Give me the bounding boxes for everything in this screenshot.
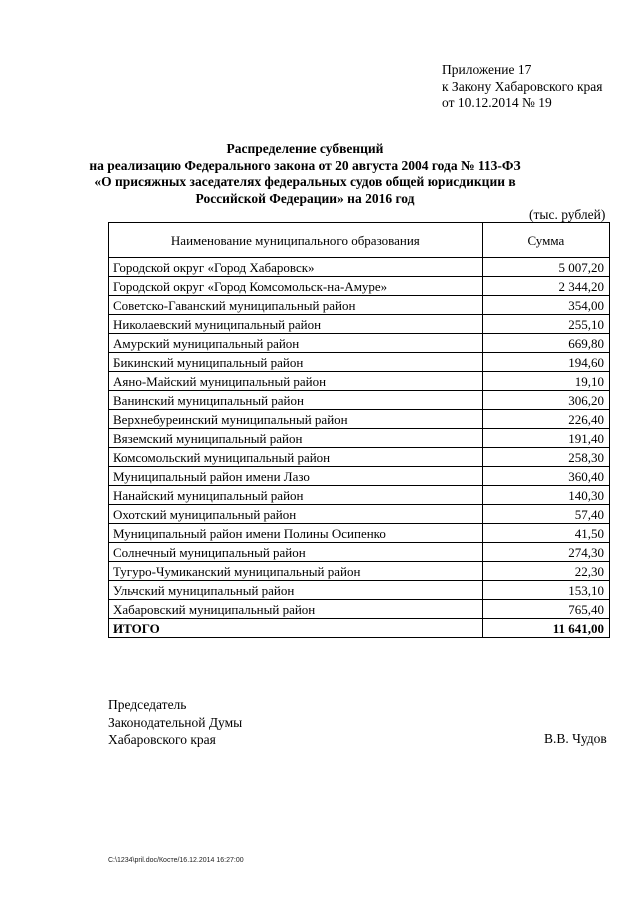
- table-row: [109, 410, 610, 429]
- title-line-1: Распределение субвенций: [226, 141, 384, 156]
- table-row: [109, 524, 610, 543]
- row-municipality-name: Амурский муниципальный район: [109, 334, 483, 353]
- table-row: [109, 486, 610, 505]
- row-municipality-name: Аяно-Майский муниципальный район: [109, 372, 483, 391]
- row-municipality-name: Николаевский муниципальный район: [109, 315, 483, 334]
- row-municipality-name: Солнечный муниципальный район: [109, 543, 483, 562]
- row-amount: 360,40: [482, 467, 609, 486]
- row-amount: 274,30: [482, 543, 609, 562]
- total-amount: 11 641,00: [482, 619, 609, 638]
- header-name: Наименование муниципального образования: [109, 223, 483, 258]
- signature-block: [108, 696, 242, 749]
- row-municipality-name: Муниципальный район имени Полины Осипенко: [109, 524, 483, 543]
- row-amount: 2 344,20: [482, 277, 609, 296]
- row-amount: 226,40: [482, 410, 609, 429]
- appendix-number: Приложение 17: [442, 62, 532, 77]
- row-amount: 194,60: [482, 353, 609, 372]
- signer-name: В.В. Чудов: [544, 731, 607, 746]
- row-amount: 255,10: [482, 315, 609, 334]
- row-municipality-name: Городской округ «Город Комсомольск-на-Амуре»: [109, 277, 483, 296]
- row-municipality-name: Городской округ «Город Хабаровск»: [109, 258, 483, 277]
- table-row: [109, 258, 610, 277]
- signature-line-2: Законодательной Думы: [108, 714, 243, 730]
- row-amount: 354,00: [482, 296, 609, 315]
- table-row: [109, 581, 610, 600]
- title-line-4: Российской Федерации» на 2016 год: [195, 190, 415, 206]
- table-header-row: [109, 223, 610, 258]
- table-row: [109, 391, 610, 410]
- table-body: [109, 258, 610, 638]
- table-row: [109, 372, 610, 391]
- row-amount: 140,30: [482, 486, 609, 505]
- row-municipality-name: Вяземский муниципальный район: [109, 429, 483, 448]
- table-row: [109, 277, 610, 296]
- table-row: [109, 505, 610, 524]
- total-row: [109, 619, 610, 638]
- title-line-3: «О присяжных заседателях федеральных судов общей юрисдикции в: [94, 174, 516, 189]
- unit-label: (тыс. рублей): [529, 207, 606, 222]
- row-municipality-name: Ульчский муниципальный район: [109, 581, 483, 600]
- row-amount: 153,10: [482, 581, 609, 600]
- title-line-2: на реализацию Федерального закона от 20 августа 2004 года № 113-ФЗ: [89, 157, 521, 173]
- row-municipality-name: Хабаровский муниципальный район: [109, 600, 483, 619]
- table-row: [109, 296, 610, 315]
- header-amount: Сумма: [482, 223, 609, 258]
- table-row: [109, 543, 610, 562]
- signature-line-1: Председатель: [108, 697, 187, 712]
- file-path-footer: C:\1234\pril.doc/Косте/16.12.2014 16:27:00: [108, 857, 244, 864]
- row-amount: 765,40: [482, 600, 609, 619]
- row-municipality-name: Советско-Гаванский муниципальный район: [109, 296, 483, 315]
- row-municipality-name: Верхнебуреинский муниципальный район: [109, 410, 483, 429]
- row-municipality-name: Бикинский муниципальный район: [109, 353, 483, 372]
- table-row: [109, 467, 610, 486]
- row-amount: 57,40: [482, 505, 609, 524]
- row-municipality-name: Комсомольский муниципальный район: [109, 448, 483, 467]
- total-label: ИТОГО: [109, 619, 483, 638]
- document-title: [89, 141, 521, 207]
- row-amount: 669,80: [482, 334, 609, 353]
- appendix-header: [442, 62, 603, 112]
- table-row: [109, 429, 610, 448]
- appendix-date: от 10.12.2014 № 19: [442, 95, 552, 110]
- row-municipality-name: Тугуро-Чумиканский муниципальный район: [109, 562, 483, 581]
- row-municipality-name: Ванинский муниципальный район: [109, 391, 483, 410]
- row-municipality-name: Охотский муниципальный район: [109, 505, 483, 524]
- row-municipality-name: Нанайский муниципальный район: [109, 486, 483, 505]
- table-row: [109, 600, 610, 619]
- row-amount: 22,30: [482, 562, 609, 581]
- appendix-law: к Закону Хабаровского края: [442, 78, 603, 94]
- signature-line-3: Хабаровского края: [108, 732, 216, 747]
- row-amount: 19,10: [482, 372, 609, 391]
- row-amount: 5 007,20: [482, 258, 609, 277]
- row-amount: 258,30: [482, 448, 609, 467]
- row-municipality-name: Муниципальный район имени Лазо: [109, 467, 483, 486]
- row-amount: 191,40: [482, 429, 609, 448]
- table-row: [109, 448, 610, 467]
- table-row: [109, 334, 610, 353]
- row-amount: 41,50: [482, 524, 609, 543]
- row-amount: 306,20: [482, 391, 609, 410]
- table-row: [109, 315, 610, 334]
- subsidy-table: [108, 222, 610, 638]
- table-row: [109, 353, 610, 372]
- table-row: [109, 562, 610, 581]
